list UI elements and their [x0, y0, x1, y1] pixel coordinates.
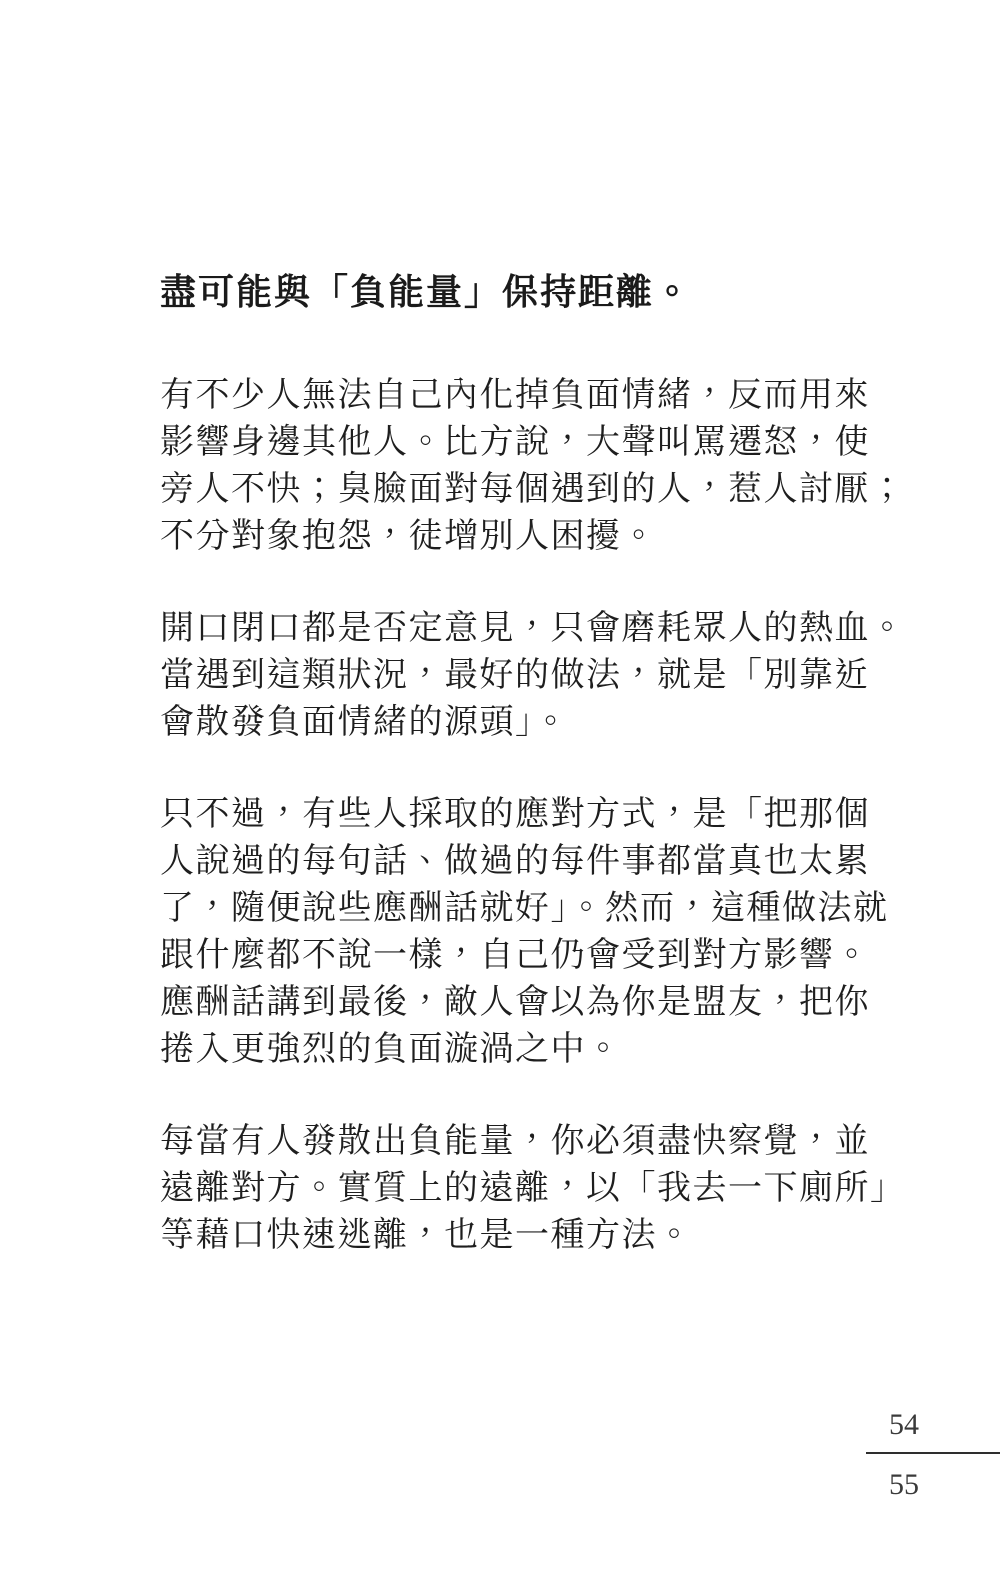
paragraph-2	[160, 605, 940, 746]
text-line: 影響身邊其他人。比方說，大聲叫罵遷怒，使	[160, 424, 870, 461]
text-line: 只不過，有些人採取的應對方式，是「把那個	[160, 796, 870, 833]
page-number-bottom: 55	[889, 1468, 919, 1501]
text-line: 跟什麼都不說一樣，自己仍會受到對方影響。	[160, 937, 870, 974]
folio-block	[866, 1410, 1000, 1500]
page-number-top: 54	[889, 1408, 919, 1441]
text-line: 人說過的每句話、做過的每件事都當真也太累	[160, 843, 870, 880]
section-heading: 盡可能與「負能量」保持距離。	[160, 271, 693, 312]
text-line: 旁人不快；臭臉面對每個遇到的人，惹人討厭；	[160, 471, 906, 508]
paragraph-4	[160, 1118, 940, 1259]
text-line: 當遇到這類狀況，最好的做法，就是「別靠近	[160, 657, 870, 694]
text-line: 開口閉口都是否定意見，只會磨耗眾人的熱血。	[160, 610, 906, 647]
text-line: 應酬話講到最後，敵人會以為你是盟友，把你	[160, 984, 870, 1021]
text-line: 有不少人無法自己內化掉負面情緒，反而用來	[160, 377, 870, 414]
page-content	[160, 270, 940, 1304]
text-line: 會散發負面情緒的源頭」。	[160, 704, 569, 741]
paragraph-3	[160, 791, 940, 1073]
text-line: 捲入更強烈的負面漩渦之中。	[160, 1031, 622, 1068]
text-line: 不分對象抱怨，徒增別人困擾。	[160, 518, 657, 555]
paragraph-1	[160, 372, 940, 560]
folio-divider-line	[866, 1452, 1000, 1454]
text-line: 遠離對方。實質上的遠離，以「我去一下廁所」	[160, 1170, 906, 1207]
text-line: 了，隨便說些應酬話就好」。然而，這種做法就	[160, 890, 889, 927]
text-line: 每當有人發散出負能量，你必須盡快察覺，並	[160, 1123, 870, 1160]
text-line: 等藉口快速逃離，也是一種方法。	[160, 1217, 693, 1254]
